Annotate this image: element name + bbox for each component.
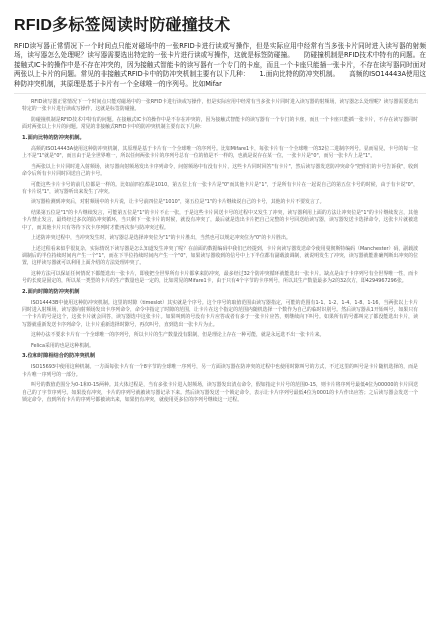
article-paragraph: Felica采用的也是这种机制。 [31,342,94,349]
article-body [14,93,426,404]
section-heading: 1.面向比特的防冲突机制。 [22,134,85,141]
section-heading: 2.面向时隙的防冲突机制 [22,288,80,295]
article-paragraph: 结果第五位是"1"的卡片继续发言，可能第五位是"1"的卡片不止一张，于是这些卡片回送卡号的过程中又发生了冲突，读写器利用上面的方法让冲突位是"1"的卡片继续发言，其他卡片禁止发言，最终经过多次的防冲突循环，当只剩下一张卡片的时候，就没有冲突了，最后就是选出卡片把自己完整的卡号回送给读写器，读写器发送卡选择命令，这张卡片就被选中了，而其他卡片只有等待下次卡序列时才能再次参与防冲突过程。 [22,209,418,231]
article-paragraph: 上述防冲突过程中，当冲突发生时，读写器总是选择冲突位为"1"的卡片胜出，当然也可以规定冲突位为"0"的卡片胜出。 [31,235,291,242]
document-lead-summary: RFID读写器正常情况下一个时间点只能对磁场中的一张RFID卡进行读或写操作，但是实际应用中经常有当多张卡片同时进入读写器的射频场，读写器怎么处理呢？读写器需要选出特定的一张卡片进行读或写操作，这就是标签防碰撞。 防碰撞机制是RFID技术中特有的问题。在接触式IC卡的操作中是不存在冲突的，因为接触式智能卡的读写器有一个专门的卡座，而且一个卡座只能插一张卡片，不存在读写器同时面对两张以上卡片的问题。常见的非接触式RFID卡中的防冲突机制主要有以下几种： 1.面向比特的防冲突机制。 高频的ISO14443A使用这种防冲突机制，其原理是基于卡片有一个全球唯一的序列号。比如Mifar [14,42,426,88]
article-paragraph: 这种办法不要求卡片有一个全球唯一的序列号，所以卡片的生产数量没有限制，但是理论上存在一种可能，就是永远选不出一张卡片来。 [31,332,325,339]
document-title: RFID多标签阅读时防碰撞技术 [14,17,231,34]
article-paragraph: ISO15693中使用这种机制。一方面每张卡片有一个8字节的全球唯一序列号，另一方面读写器在防冲突的过程中也使用时隙叫号的方式，不过这里的叫号是卡片随机选择的，而是卡片唯一序列号的一部分。 [22,364,418,378]
article-paragraph: 高频的ISO14443A使用这种防冲突机制，其原理是基于卡片有一个全球唯一的序列号。比如Mifare1卡，每张卡片有一个全球唯一的32位二进制序列号。显而易见，卡号的每一位上不是"1"就是"0"，而且由于是全世界唯一，所以任何两张卡片的序列号总有一位的值是不一样的，也就是说存在某一位，一张卡片是"0"，而另一张卡片上是"1"。 [22,145,418,160]
article-paragraph: ISO14443B中使用这种防冲突机制。这里的时隙（timeslot）其实就是个序号。这个序号的取值范围由读写器指定，可能的范围有1-1、1-2、1-4、1-8、1-16，当两张以上卡片同时进入射频场，读写器向射频场发出卡序列命令，命令中指定了时隙的范围，让卡片在这个指定的范围内随机选择一个数作为自己的临时识别号。然后读写器从1开始叫号，如果只有一个卡片的号是这个，这张卡片就会回答，读写器选中这张卡片。如果叫到的号没有卡片应答或者有多于一张卡片应答，则继续向下叫号。如果所有的号都叫完了都没能选出卡片，读写器就重新发送卡序列命令，让卡片重新选择时隙号，再次叫号，直到选出一张卡片为止。 [22,299,418,328]
article-paragraph: 读写器检测到冲突后，对射频场中的卡片说，让卡号前四位是"1010"，第五位是"1"的卡片继续说自己的卡号，其他的卡片不要发言了。 [31,199,325,206]
article-paragraph: 当两张以上卡片同时进入射频场，读写器向射频场发出卡序列命令，问射频场中有没有卡片，这些卡片同时回答"有卡片"，然后读写器发送防冲突命令"把你们的卡号告诉我"，收到命令后所有卡片同时回送自己的卡号。 [22,163,418,177]
article-paragraph: 上述过程看来似乎很复杂，实际情况下读写器是怎么知道发生冲突了呢？在前面的数据编码中我们已经提到，卡片向读写器发送命令使用曼彻斯特编码（Manchester）码，副载波调制后的半位持续时间内产生一个"1"，而在下半位持续时间内产生一个"0"，如果读写器收到的信号中上下半位都有副载波调制，就说明发生了冲突，读写器就能准确判断出冲突的位置，这样读写器就可以利用上面介绍的方法处理冲突了。 [22,245,418,267]
article-paragraph: RFID读写器正常情况下一个时间点只能对磁场中的一张RFID卡进行读或写操作，但是实际应用中经常有当多张卡片同时进入读写器的射频场，读写器怎么处理呢？读写器需要选出特定的一张卡片进行读或写操作，这就是标签防碰撞。 [22,99,418,113]
article-paragraph: 可能这些卡片卡号的前几位都是一样的。比如前四位都是1010，第五位上有一张卡片是"0"而其他卡片是"1"，于是所有卡片在一起说自己的第五位卡号的时候，由于有卡说"0"，有卡片说"1"，读写器听出来发生了冲突。 [22,181,418,195]
article-paragraph: 叫号的数值范围分为0-1和0-15两种。其大体过程是，当有多张卡片进入射频场，读写器发出清点命令，假如指定卡片号的范围0-15，则卡片将序列号最低4位为00000的卡片回送自己的了字节序列号。如果没有冲突，卡片的序列号就被读写器记录下来。然后读写器发送一个锁定命令，表示让卡片序列号最低4位为0001的卡片作出应答；之后读写器会发送一个锁定命令，直到所有卡片的序列号都被读出来，如果仍有冲突，就使用更多位的序列号继续这一过程。 [22,382,418,403]
article-paragraph: 这种方法可以保证任何情况下都能选出一张卡片，即使把全世界所有卡片都拿来防冲突，最多经过32个防冲突循环就能选出一张卡片。缺点是由于卡序列号有全世界唯一性，而卡号的长度是固定的，所以某一类型的卡片的生产数量也是一定的，比如常见的Mifare1卡，由于只有4个字节的卡序列号，所以其生产数量最多为2的32次方，即4294967296张。 [22,270,418,285]
section-heading: 3.位和时隙相结合的防冲突机制 [22,353,96,360]
article-paragraph: 防碰撞机制是RFID技术中特有的问题。在接触式IC卡的操作中是不存在冲突的，因为接触式智能卡的读写器有一个专门的卡座，而且一个卡座只能插一张卡片，不存在读写器同时面对两张以上卡片的问题。常见的非接触式RFID卡中的防冲突机制主要有以下几种： [22,116,418,131]
